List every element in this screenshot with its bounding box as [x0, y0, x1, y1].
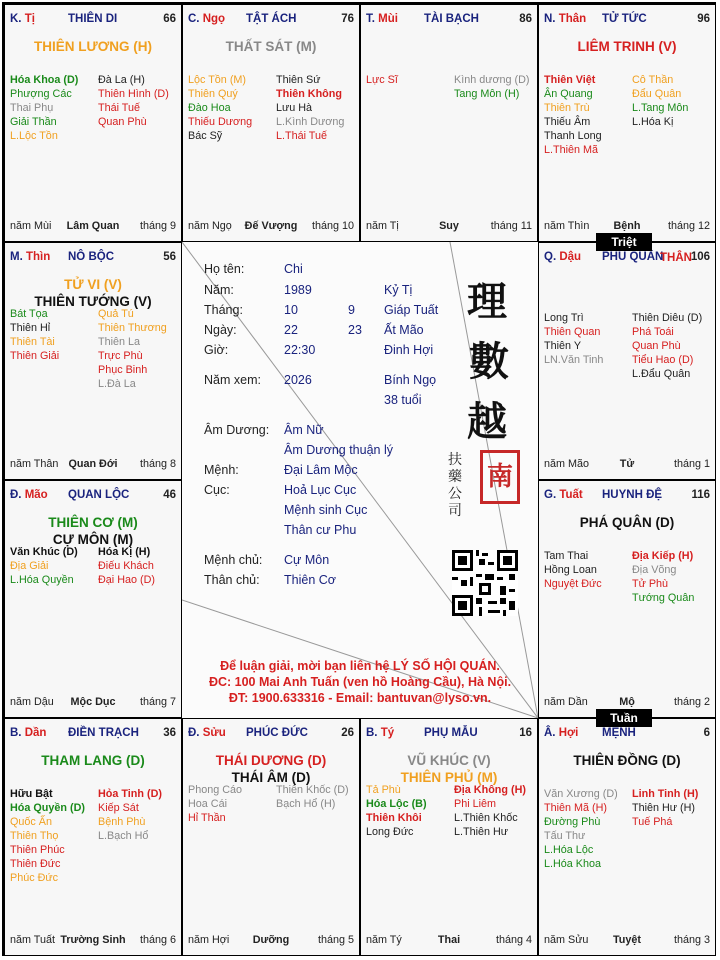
- hour-can: Đinh Hợi: [384, 343, 434, 357]
- triet-tag: Triệt: [596, 233, 652, 251]
- minor-star: Bạch Hổ (H): [276, 798, 336, 810]
- than-note: Thân cư Phu: [284, 523, 357, 537]
- minor-star: Điếu Khách: [98, 560, 154, 572]
- minor-stars-right: [276, 783, 360, 811]
- side-char-3: 公: [448, 486, 462, 502]
- year-can: Kỷ Tị: [384, 283, 413, 297]
- main-star: THIÊN CƠ (M): [48, 515, 138, 530]
- minor-star: L.Đẩu Quân: [632, 368, 691, 380]
- minor-star: Đào Hoa: [188, 102, 231, 114]
- calligraphy-char-1: 理: [467, 278, 507, 325]
- minor-stars-right: [98, 545, 182, 587]
- main-star: THIÊN LƯƠNG (H): [34, 39, 152, 54]
- minor-star: Thiên Trù: [544, 102, 590, 114]
- minor-star: Nguyệt Đức: [544, 578, 602, 590]
- minor-star: Thiên Khốc (D): [276, 784, 349, 796]
- palace-footer: [10, 934, 176, 948]
- minor-star: Thiên Sứ: [276, 74, 321, 86]
- palace-footer: [188, 934, 354, 948]
- amduong-note: Âm Dương thuận lý: [284, 443, 393, 457]
- palace-name: THIÊN DI: [68, 13, 118, 25]
- minor-star: L.Đà La: [98, 378, 136, 390]
- palace-name: TÀI BẠCH: [424, 13, 479, 25]
- main-star: PHÁ QUÂN (D): [579, 515, 675, 530]
- seal-stamp: [480, 450, 520, 504]
- hour-label: Giờ:: [204, 343, 229, 357]
- palace-branch: K. Tị: [10, 13, 35, 25]
- palace-name: PHU QUÂN: [602, 251, 664, 263]
- minor-star: Văn Khúc (D): [10, 546, 78, 558]
- minor-star: Hóa Lộc (B): [366, 798, 427, 810]
- minor-star: Đại Hao (D): [98, 574, 155, 586]
- contact-line-2: ĐC: 100 Mai Anh Tuấn (ven hồ Hoàng Cầu), Hà Nội.: [208, 675, 512, 689]
- cycle-year: năm Thân: [10, 458, 59, 470]
- minor-star: Thiên Khôi: [366, 812, 422, 824]
- minor-stars-left: [188, 783, 274, 825]
- palace-header: [10, 251, 176, 267]
- day-can: Ất Mão: [384, 323, 424, 337]
- palace-cell-tuat: [538, 480, 716, 718]
- menhchu-value: Cự Môn: [284, 553, 330, 567]
- minor-star: Kiếp Sát: [98, 802, 139, 814]
- minor-star: Thai Phụ: [10, 102, 54, 114]
- year-value: 1989: [284, 283, 312, 297]
- minor-stars-right: [632, 73, 716, 129]
- dau-extra-label: THÂN: [660, 252, 692, 264]
- minor-star: L.Bạch Hổ: [98, 830, 149, 842]
- thanchu-value: Thiên Cơ: [284, 573, 336, 587]
- main-star: THẤT SÁT (M): [225, 39, 317, 54]
- palace-name: TẬT ÁCH: [246, 13, 297, 25]
- minor-star: Văn Xương (D): [544, 788, 618, 800]
- minor-star: Thiếu Dương: [188, 116, 253, 128]
- palace-cell-dau: [538, 242, 716, 480]
- minor-stars-right: [98, 787, 182, 843]
- palace-header: [188, 13, 354, 29]
- minor-stars-right: [632, 311, 716, 381]
- lunar-month: tháng 8: [139, 458, 176, 470]
- minor-star: Long Đức: [366, 826, 414, 838]
- minor-star: Đà La (H): [98, 74, 145, 86]
- minor-star: Quả Tú: [98, 308, 134, 320]
- month-lunar: 9: [348, 303, 355, 317]
- minor-star: Kình dương (D): [454, 74, 530, 86]
- menhchu-label: Mệnh chủ:: [204, 553, 263, 567]
- life-phase: Tử: [619, 458, 635, 470]
- minor-stars-left: [544, 787, 630, 871]
- palace-header: [10, 727, 176, 743]
- palace-footer: [544, 458, 710, 472]
- minor-star: Long Trì: [544, 312, 584, 324]
- minor-star: L.Thiên Hư: [454, 826, 509, 838]
- minor-star: Lưu Hà: [276, 102, 313, 114]
- minor-star: Thiên Diêu (D): [632, 312, 703, 324]
- palace-name: HUYNH ĐỆ: [602, 489, 663, 501]
- palace-header: [366, 727, 532, 743]
- calligraphy-char-3: 越: [467, 398, 507, 445]
- palace-branch: M. Thìn: [10, 251, 51, 263]
- palace-header: [10, 13, 176, 29]
- life-phase: Tuyệt: [613, 934, 641, 946]
- minor-star: Quan Phù: [632, 340, 681, 352]
- cuc-value: Hoả Lục Cục: [284, 483, 357, 497]
- minor-star: Giải Thần: [10, 116, 57, 128]
- main-star: THIÊN TƯỚNG (V): [34, 294, 152, 309]
- palace-cell-mao: [4, 480, 182, 718]
- minor-stars-right: [276, 73, 360, 143]
- lunar-month: tháng 12: [667, 220, 710, 232]
- palace-branch: Â. Hợi: [544, 727, 579, 739]
- minor-star: Hóa Kị (H): [98, 546, 151, 558]
- cycle-year: năm Mão: [544, 458, 590, 470]
- palace-cell-ngo: [182, 4, 360, 242]
- palace-footer: [10, 458, 176, 472]
- palace-name: TỬ TỨC: [602, 13, 647, 25]
- palace-branch: B. Dần: [10, 727, 47, 739]
- cycle-year: năm Tuất: [10, 934, 56, 946]
- seal-char: 南: [486, 462, 513, 492]
- palace-age-number: 76: [341, 13, 354, 25]
- center-info-panel: [182, 242, 538, 718]
- minor-star: Phong Cáo: [188, 784, 243, 796]
- view-year-can: Bính Ngọ: [384, 373, 437, 387]
- minor-star: Hữu Bật: [10, 788, 53, 800]
- minor-star: Lộc Tồn (M): [188, 74, 247, 86]
- life-phase: Bệnh: [613, 220, 641, 232]
- minor-star: Phi Liêm: [454, 798, 497, 810]
- minor-stars-left: [10, 545, 96, 587]
- cycle-year: năm Hợi: [188, 934, 230, 946]
- palace-age-number: 16: [519, 727, 532, 739]
- life-phase: Trường Sinh: [60, 934, 126, 946]
- main-star: LIÊM TRINH (V): [577, 39, 677, 54]
- palace-name: MỆNH: [602, 727, 636, 739]
- minor-star: Thiên Giải: [10, 350, 60, 362]
- minor-star: L.Lộc Tồn: [10, 130, 58, 142]
- palace-name: PHÚC ĐỨC: [246, 727, 308, 739]
- palace-branch: Q. Dậu: [544, 251, 582, 263]
- cuc-label: Cục:: [204, 483, 230, 497]
- palace-branch: N. Thân: [544, 13, 587, 25]
- calligraphy-side: [448, 452, 464, 520]
- minor-star: L.Thiên Khốc: [454, 812, 518, 824]
- palace-age-number: 96: [697, 13, 710, 25]
- minor-stars-left: [544, 549, 630, 591]
- minor-star: Tuế Phá: [632, 816, 673, 828]
- amduong-label: Âm Dương:: [204, 423, 270, 437]
- side-char-2: 藥: [448, 469, 462, 485]
- cycle-year: năm Mùi: [10, 220, 52, 232]
- palace-footer: [188, 220, 354, 234]
- minor-star: L.Thái Tuế: [276, 130, 328, 142]
- lunar-month: tháng 10: [311, 220, 354, 232]
- year-label: Năm:: [204, 283, 234, 297]
- month-label: Tháng:: [204, 303, 243, 317]
- palace-branch: Đ. Sửu: [188, 727, 226, 739]
- palace-branch: Đ. Mão: [10, 489, 48, 501]
- lunar-month: tháng 7: [139, 696, 176, 708]
- minor-star: L.Kình Dương: [276, 116, 345, 128]
- minor-star: Tang Môn (H): [454, 88, 520, 100]
- minor-star: Đường Phù: [544, 816, 601, 828]
- lunar-month: tháng 6: [139, 934, 176, 946]
- palace-cell-suu: [182, 718, 360, 956]
- palace-footer: [366, 220, 532, 234]
- minor-star: Tướng Quân: [632, 592, 695, 604]
- cycle-year: năm Sửu: [544, 934, 589, 946]
- life-phase: Đế Vượng: [244, 220, 298, 232]
- minor-star: Linh Tinh (H): [632, 788, 699, 800]
- minor-star: Thiên La: [98, 336, 141, 348]
- palace-name: PHỤ MẪU: [424, 727, 478, 739]
- minor-star: Hỉ Thần: [188, 812, 226, 824]
- palace-footer: [544, 696, 710, 710]
- lunar-month: tháng 5: [317, 934, 354, 946]
- minor-star: Thiên Tài: [10, 336, 55, 348]
- main-star: THIÊN PHỦ (M): [400, 770, 498, 785]
- minor-star: Tam Thai: [544, 550, 589, 562]
- minor-star: Phượng Các: [10, 88, 72, 100]
- minor-star: Địa Võng: [632, 564, 677, 576]
- minor-star: Tấu Thư: [544, 830, 586, 842]
- menh-label: Mệnh:: [204, 463, 239, 477]
- palace-branch: G. Tuất: [544, 489, 583, 501]
- palace-cell-than: [538, 4, 716, 242]
- minor-star: Bệnh Phù: [98, 816, 146, 828]
- palace-age-number: 56: [163, 251, 176, 263]
- palace-age-number: 66: [163, 13, 176, 25]
- day-lunar: 23: [348, 323, 362, 337]
- minor-stars-right: [98, 307, 182, 391]
- minor-stars-right: [632, 549, 716, 605]
- minor-star: Hỏa Tinh (D): [98, 788, 162, 800]
- minor-star: Phúc Đức: [10, 872, 59, 884]
- minor-star: Đẩu Quân: [632, 88, 682, 100]
- minor-star: Bác Sỹ: [188, 130, 223, 142]
- main-star: THIÊN ĐỒNG (D): [573, 753, 681, 768]
- palace-footer: [544, 934, 710, 948]
- minor-star: Cô Thần: [632, 74, 674, 86]
- minor-star: Thiên Thọ: [10, 830, 59, 842]
- palace-branch: T. Mùi: [366, 13, 398, 25]
- palace-footer: [544, 220, 710, 234]
- palace-header: [544, 13, 710, 29]
- palace-header: [188, 727, 354, 743]
- day-value: 22: [284, 323, 298, 337]
- minor-star: L.Hóa Kị: [632, 116, 674, 128]
- lunar-month: tháng 3: [673, 934, 710, 946]
- contact-line-3: ĐT: 1900.633316 - Email: bantuvan@lyso.vn.: [228, 691, 492, 705]
- palace-age-number: 86: [519, 13, 532, 25]
- main-star: VŨ KHÚC (V): [407, 753, 491, 768]
- palace-cell-dan: [4, 718, 182, 956]
- minor-star: Bát Tọa: [10, 308, 48, 320]
- minor-star: Lực Sĩ: [366, 74, 398, 86]
- minor-star: Thiên Việt: [544, 74, 596, 86]
- life-phase: Lâm Quan: [66, 220, 120, 232]
- minor-stars-left: [544, 311, 630, 367]
- minor-star: Thiên Mã (H): [544, 802, 607, 814]
- lunar-month: tháng 2: [673, 696, 710, 708]
- main-star: CỰ MÔN (M): [52, 532, 134, 547]
- minor-star: Quốc Ấn: [10, 816, 53, 828]
- palace-header: [10, 489, 176, 505]
- contact-line-1: Để luận giải, mời bạn liên hệ LÝ SỐ HỘI QUÁN.: [220, 659, 500, 673]
- minor-star: Hóa Quyền (D): [10, 802, 85, 814]
- palace-footer: [366, 934, 532, 948]
- minor-star: Thiên Quan: [544, 326, 601, 338]
- minor-star: Hồng Loan: [544, 564, 597, 576]
- cycle-year: năm Tý: [366, 934, 402, 946]
- palace-branch: B. Tý: [366, 727, 395, 739]
- minor-star: Tử Phù: [632, 578, 669, 590]
- palace-age-number: 46: [163, 489, 176, 501]
- minor-star: Phá Toái: [632, 326, 674, 338]
- life-phase: Mộ: [619, 696, 635, 708]
- main-star: THÁI DƯƠNG (D): [215, 753, 327, 768]
- minor-star: Thiên Y: [544, 340, 582, 352]
- life-phase: Dưỡng: [252, 934, 290, 946]
- palace-cell-ty: [360, 718, 538, 956]
- minor-star: Trực Phù: [98, 350, 143, 362]
- minor-stars-left: [544, 73, 630, 157]
- amduong-value: Âm Nữ: [284, 423, 324, 437]
- minor-star: L.Thiên Mã: [544, 144, 599, 156]
- minor-star: Thanh Long: [544, 130, 602, 142]
- palace-header: [544, 727, 710, 743]
- view-year-label: Năm xem:: [204, 373, 261, 387]
- lunar-month: tháng 11: [490, 220, 532, 232]
- palace-name: NÔ BỘC: [68, 251, 114, 263]
- tuan-tag: Tuần: [596, 709, 652, 727]
- cycle-year: năm Tị: [366, 220, 399, 232]
- palace-cell-thin: [4, 242, 182, 480]
- minor-star: Thiên Quý: [188, 88, 238, 100]
- minor-stars-right: [454, 73, 538, 101]
- life-phase: Suy: [439, 220, 459, 232]
- life-phase: Thai: [437, 934, 461, 946]
- minor-stars-left: [10, 73, 96, 143]
- thanchu-label: Thân chủ:: [204, 573, 260, 587]
- day-label: Ngày:: [204, 323, 237, 337]
- calligraphy-char-2: 數: [469, 338, 509, 385]
- minor-star: Phục Binh: [98, 364, 148, 376]
- palace-cell-ti: [4, 4, 182, 242]
- minor-star: Hóa Khoa (D): [10, 74, 79, 86]
- life-phase: Quan Đới: [68, 458, 118, 470]
- hour-value: 22:30: [284, 343, 316, 357]
- menh-value: Đại Lâm Mộc: [284, 463, 358, 477]
- palace-age-number: 106: [690, 251, 710, 263]
- minor-star: Hoa Cái: [188, 798, 228, 810]
- lunar-month: tháng 4: [495, 934, 532, 946]
- minor-stars-left: [10, 787, 96, 885]
- minor-star: Thiên Phúc: [10, 844, 65, 856]
- month-value: 10: [284, 303, 298, 317]
- minor-star: L.Hóa Quyền: [10, 574, 74, 586]
- name-value: Chi: [284, 262, 303, 276]
- minor-stars-left: [10, 307, 96, 363]
- cycle-year: năm Thìn: [544, 220, 590, 232]
- minor-stars-right: [632, 787, 716, 829]
- minor-star: Tả Phù: [366, 784, 401, 796]
- month-can: Giáp Tuất: [384, 303, 439, 317]
- minor-star: Thiên Đức: [10, 858, 61, 870]
- minor-stars-left: [366, 783, 452, 839]
- palace-age-number: 26: [341, 727, 354, 739]
- palace-header: [366, 13, 532, 29]
- minor-star: Thiên Hư (H): [632, 802, 696, 814]
- minor-star: Thiên Thương: [98, 322, 167, 334]
- age-value: 38 tuổi: [384, 393, 422, 407]
- side-char-1: 扶: [448, 452, 462, 468]
- side-char-4: 司: [448, 503, 462, 519]
- minor-star: Thiếu Âm: [544, 116, 591, 128]
- minor-star: Thiên Không: [276, 88, 342, 100]
- minor-star: Địa Giải: [10, 560, 49, 572]
- minor-stars-left: [188, 73, 274, 143]
- palace-footer: [10, 696, 176, 710]
- main-star: THAM LANG (D): [41, 753, 145, 768]
- palace-header: [544, 489, 710, 505]
- minor-star: Thiên Hỉ: [10, 322, 51, 334]
- minor-stars-right: [98, 73, 182, 129]
- lunar-month: tháng 9: [139, 220, 176, 232]
- cycle-year: năm Ngọ: [188, 220, 232, 232]
- minor-stars-right: [454, 783, 538, 839]
- palace-footer: [10, 220, 176, 234]
- minor-star: Tiểu Hao (D): [632, 354, 694, 366]
- cycle-year: năm Dậu: [10, 696, 54, 708]
- minor-star: LN.Văn Tinh: [544, 354, 604, 366]
- palace-name: ĐIỀN TRẠCH: [68, 727, 139, 739]
- qr-code: [452, 550, 518, 616]
- minor-star: Quan Phù: [98, 116, 147, 128]
- minor-star: Ân Quang: [544, 88, 593, 100]
- main-star: TỬ VI (V): [64, 277, 122, 292]
- minor-star: L.Hóa Lộc: [544, 844, 594, 856]
- lunar-month: tháng 1: [673, 458, 710, 470]
- minor-star: Địa Kiếp (H): [632, 550, 694, 562]
- minor-star: Thiên Hình (D): [98, 88, 169, 100]
- palace-age-number: 116: [691, 489, 710, 501]
- palace-cell-mui: [360, 4, 538, 242]
- life-phase: Mộc Dục: [70, 696, 116, 708]
- minor-star: Thái Tuế: [98, 102, 141, 114]
- minor-star: L.Hóa Khoa: [544, 858, 602, 870]
- main-star: THÁI ÂM (D): [231, 770, 311, 785]
- cuc-note: Mệnh sinh Cục: [284, 503, 368, 517]
- palace-age-number: 36: [163, 727, 176, 739]
- name-label: Họ tên:: [204, 262, 245, 276]
- cycle-year: năm Dần: [544, 696, 588, 708]
- minor-stars-left: [366, 73, 452, 87]
- palace-branch: C. Ngọ: [188, 13, 226, 25]
- palace-name: QUAN LỘC: [68, 489, 130, 501]
- view-year-value: 2026: [284, 373, 312, 387]
- palace-cell-hoi: [538, 718, 716, 956]
- palace-age-number: 6: [703, 727, 710, 739]
- minor-star: L.Tang Môn: [632, 102, 689, 114]
- minor-star: Địa Không (H): [454, 784, 526, 796]
